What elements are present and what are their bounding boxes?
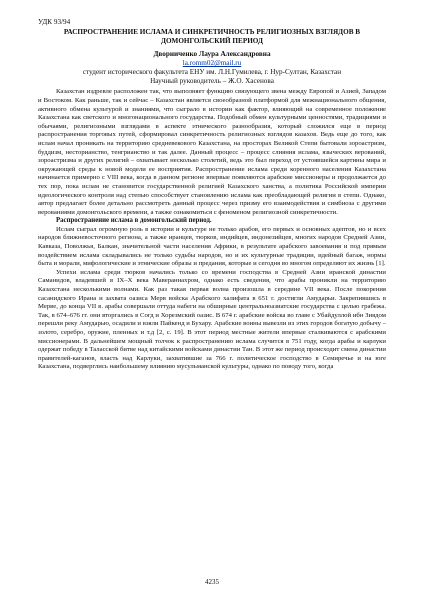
section-heading: Распространение ислама в домонгольский период. xyxy=(56,217,212,225)
page-number: 4235 xyxy=(205,578,219,586)
body-paragraph: Успехи ислама среди тюрков начались только со времени господства в Средней Азии иранской династии Саманидов, владевшей в IX–X века Мавераннахром, однако есть сведения, что арабы проникли на территорию Казахстана несколькими волнами. Как раз такая первая волна произошла в середине VII века. После покорения сасанидского Ирана и захвата оазиса Мерв войска Арабского халифата в 651 г. достигли Амударьи. Закрепившись в Мерве, до конца VII в. арабы совершали оттуда набеги на обширные центральноазиатские государства с целью грабежа. Так, в 674–676 гг. они вторгались в Согд и Хорезмский оазис. В 674 г. арабские войска во главе с Убайдуллой ибн Зиядом перешли реку Амударью, осадили и взяли Пайкенд и Бухару. Арабские воины вывезли из этих городов богатую добычу – золото, серебро, оружие, пленных и т.д [2, с. 19]. В этот период местные жители впервые сталкиваются с арабскими миссионерами. В дальнейшем мощный толчок к распространению ислама случится в 751 году, когда арабы и карлуки одержат победу в Таласской битве над китайскими войсками династии Тан. В этот же период происходит смена династии правителей-каганов, власть над Карлуки, захватившие за 766 г. политическое господство в Семиречье и на юге Казахстана, подверглись наибольшему влиянию мусульманской культуры, однако по поводу того, когда xyxy=(38,268,386,371)
author-supervisor: Научный руководитель – Ж.О. Хасенова xyxy=(150,76,274,85)
udk-code: УДК 93/94 xyxy=(38,18,71,26)
author-name: Дворниченко Лаура Александровна xyxy=(153,50,271,59)
article-title: РАСПРОСТРАНЕНИЕ ИСЛАМА И СИНКРЕТИЧНОСТЬ РЕЛИГИОЗНЫХ ВЗГЛЯДОВ В ДОМОНГОЛЬСКИЙ ПЕРИОД xyxy=(63,28,361,45)
author-email-line xyxy=(38,59,386,68)
author-block xyxy=(38,50,386,85)
author-email-link[interactable]: la.romm02@mail.ru xyxy=(182,58,242,67)
author-affiliation: студент исторического факультета ЕНУ им. Л.Н.Гумилева, г. Нур-Султан, Казахстан xyxy=(82,67,342,76)
body-paragraph: Ислам сыграл огромную роль в истории и культуре не только арабов, его первых и основных адептов, но и всех народов ближневосточного региона, а также иранцев, тюрков, индийцев, индонезийцев, многих народов Средней Азии, Кавказа, Поволжья, Балкан, значительной части населения Африки, в результате арабского завоевания и под прямым воздействием ислама складывались не только судьбы народов, но и их культурные традиции, идейный багаж, нормы быта и морали, мифологические и этнические образы и предания, которые и сегодня во многом определяют их жизнь [1]. xyxy=(38,225,386,268)
article-body xyxy=(38,88,386,372)
body-paragraph: Казахстан издревле расположен так, что выполняет функцию связующего звена между Европой и Азией, Западом и Востоком. Как раньше, так и сейчас – Казахстан является своеобразной платформой для межнационального общения, активного обмена культурой и знаниями, что сыграло в истории как фактор, влияющий на современное положение Казахстана как светского и многонационального государства. Подобный обмен культурными ценностями, традициями и обычаями, религиозными взглядами в аспекте этнического разнообразия, который сложился еще в период распространения торговых путей, сформировал синкретичность религиозных взглядов казахов. Ведь еще до того, как ислам начал проникать на территорию средневекового Казахстана, на просторах Великой Степи бытовали зороастризм, буддизм, несторианство, тенгрианство и так далее. Данный процесс – процесс слияния ислама, языческих верований, зороастризма и других религий – охватывает несколько столетий, ведь это был переход от устоявшейся картины мира и окружающей среды к новой модели ее восприятия. Распространение ислама среди коренного населения Казахстана начинается примерно с VIII века, когда в данном регионе впервые появляются арабские миссионеры и продолжается до тех пор, пока ислам не становится государственной религией Казахского ханства, а политика Российской империи идеологического контроля над степью способствует становлению ислама как преобладающей религии в степи. Однако, автор предлагает более детально рассмотреть данный процесс через призму его взаимодействия и симбиоза с другими верованиями домонгольского времени, а также ознакомиться с феноменом религиозной синкретичности. xyxy=(38,88,386,216)
